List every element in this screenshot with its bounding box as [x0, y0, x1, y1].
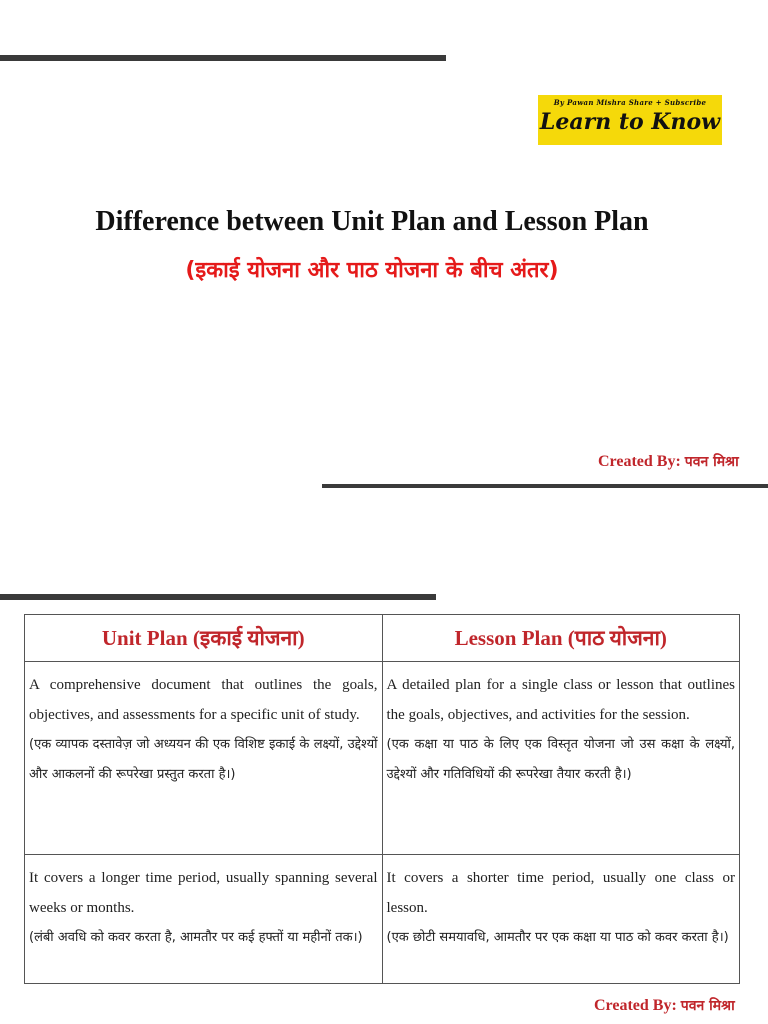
table-row: [25, 855, 740, 984]
slide2-top-bar: [0, 594, 436, 600]
lesson-plan-text-hi: (एक कक्षा या पाठ के लिए एक विस्तृत योजना जो उस कक्षा के लक्ष्यों, उद्देश्यों और गतिविधियों की रूपरेखा तैयार करती है।): [386, 737, 735, 782]
lesson-plan-cell: [382, 662, 740, 855]
table-header-row: [25, 615, 740, 662]
header-unit-plan: Unit Plan (इकाई योजना): [25, 615, 383, 662]
slide-bottom-bar: [322, 484, 768, 488]
lesson-plan-text-en: A detailed plan for a single class or lesson that outlines the goals, objectives, and activities for the session.: [386, 677, 735, 723]
brand-logo: [538, 95, 722, 145]
slide-top-bar: [0, 55, 446, 61]
credit-name: पवन मिश्रा: [680, 998, 735, 1014]
table-row: [25, 662, 740, 855]
unit-plan-cell: [25, 662, 383, 855]
lesson-plan-cell: [382, 855, 740, 984]
credit-label: Created By:: [594, 997, 677, 1014]
credit-label: Created By:: [598, 453, 681, 470]
credit-name: पवन मिश्रा: [684, 454, 739, 470]
unit-plan-text-en: It covers a longer time period, usually spanning several weeks or months.: [29, 870, 378, 916]
header-lesson-plan: Lesson Plan (पाठ योजना): [382, 615, 740, 662]
credit-line: [598, 452, 739, 471]
brand-tagline: By Pawan Mishra Share + Subscribe: [553, 98, 707, 107]
unit-plan-text-hi: (लंबी अवधि को कवर करता है, आमतौर पर कई हफ्तों या महीनों तक।): [29, 930, 363, 945]
page-subtitle-hindi: (इकाई योजना और पाठ योजना के बीच अंतर): [185, 258, 559, 283]
page-title: Difference between Unit Plan and Lesson Plan: [95, 206, 649, 237]
brand-name: Learn to Know: [539, 109, 721, 135]
lesson-plan-text-en: It covers a shorter time period, usually one class or lesson.: [386, 870, 735, 916]
comparison-table: [24, 614, 740, 984]
unit-plan-text-hi: (एक व्यापक दस्तावेज़ जो अध्ययन की एक विशिष्ट इकाई के लक्ष्यों, उद्देश्यों और आकलनों की रूपरेखा प्रस्तुत करता है।): [29, 737, 378, 782]
credit-line: [594, 996, 735, 1015]
unit-plan-text-en: A comprehensive document that outlines the goals, objectives, and assessments for a specific unit of study.: [29, 677, 378, 723]
lesson-plan-text-hi: (एक छोटी समयावधि, आमतौर पर एक कक्षा या पाठ को कवर करता है।): [386, 930, 729, 945]
unit-plan-cell: [25, 855, 383, 984]
